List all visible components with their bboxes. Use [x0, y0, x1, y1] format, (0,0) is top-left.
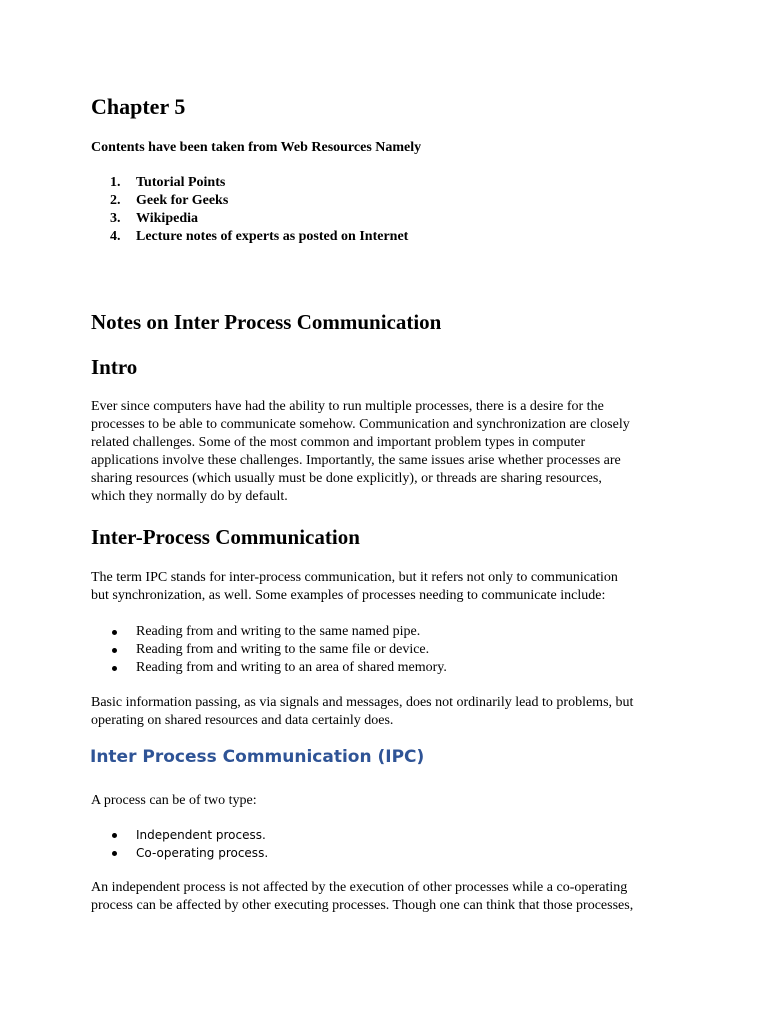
- sources-intro: Contents have been taken from Web Resources Namely: [91, 140, 422, 155]
- chapter-title: Chapter 5: [91, 94, 186, 119]
- list-number: 2.: [110, 193, 121, 208]
- list-item: [110, 228, 408, 246]
- process-types-intro: [91, 792, 257, 810]
- ipc-heading: Inter-Process Communication: [91, 525, 360, 549]
- list-item: [110, 844, 268, 862]
- ipc-paragraph: [91, 569, 618, 605]
- list-item-text: Geek for Geeks: [136, 193, 229, 208]
- intro-heading: Intro: [91, 355, 138, 379]
- process-types-list: [110, 826, 268, 862]
- list-item-text: Wikipedia: [136, 211, 198, 226]
- list-item-text: Reading from and writing to the same file or device.: [136, 642, 430, 657]
- sources-list: [110, 174, 408, 246]
- list-item-text: Independent process.: [136, 828, 266, 842]
- paragraph-line: An independent process is not affected by the execution of other processes while a co-operating: [91, 880, 628, 895]
- basic-info-paragraph: [91, 694, 633, 730]
- ipc-examples-list: [110, 623, 447, 677]
- bullet-icon: [112, 648, 117, 653]
- list-number: 4.: [110, 229, 121, 244]
- bullet-icon: [112, 833, 117, 838]
- list-number: 3.: [110, 211, 121, 226]
- notes-heading: Notes on Inter Process Communication: [91, 310, 442, 334]
- bullet-icon: [112, 666, 117, 671]
- paragraph-line: operating on shared resources and data certainly does.: [91, 713, 394, 728]
- paragraph-line: applications involve these challenges. Importantly, the same issues arise whether processes are: [91, 453, 621, 468]
- list-item-text: Tutorial Points: [136, 175, 226, 190]
- bullet-icon: [112, 630, 117, 635]
- list-item: [110, 210, 408, 228]
- paragraph-line: sharing resources (which usually must be done explicitly), or threads are sharing resources,: [91, 471, 602, 486]
- bullet-icon: [112, 851, 117, 856]
- intro-paragraph: [91, 398, 630, 506]
- paragraph-line: but synchronization, as well. Some examples of processes needing to communicate include:: [91, 588, 606, 603]
- list-item: [110, 623, 447, 641]
- paragraph-line: The term IPC stands for inter-process communication, but it refers not only to communication: [91, 570, 618, 585]
- paragraph-line: process can be affected by other executing processes. Though one can think that those processes,: [91, 898, 634, 913]
- paragraph-line: processes to be able to communicate somehow. Communication and synchronization are closely: [91, 417, 630, 432]
- paragraph-line: Ever since computers have had the ability to run multiple processes, there is a desire for the: [91, 399, 604, 414]
- list-item: [110, 659, 447, 677]
- list-item: [110, 174, 408, 192]
- paragraph-line: A process can be of two type:: [91, 793, 257, 808]
- paragraph-line: which they normally do by default.: [91, 489, 288, 504]
- list-item: [110, 826, 268, 844]
- independent-process-paragraph: [91, 879, 633, 915]
- list-item: [110, 192, 408, 210]
- list-item-text: Reading from and writing to the same named pipe.: [136, 624, 421, 639]
- list-item: [110, 641, 447, 659]
- list-item-text: Reading from and writing to an area of shared memory.: [136, 660, 447, 675]
- ipc-types-heading: Inter Process Communication (IPC): [90, 747, 425, 767]
- list-item-text: Co-operating process.: [136, 846, 269, 860]
- list-number: 1.: [110, 175, 121, 190]
- list-item-text: Lecture notes of experts as posted on Internet: [136, 229, 409, 244]
- paragraph-line: related challenges. Some of the most common and important problem types in computer: [91, 435, 586, 450]
- paragraph-line: Basic information passing, as via signals and messages, does not ordinarily lead to problems, but: [91, 695, 634, 710]
